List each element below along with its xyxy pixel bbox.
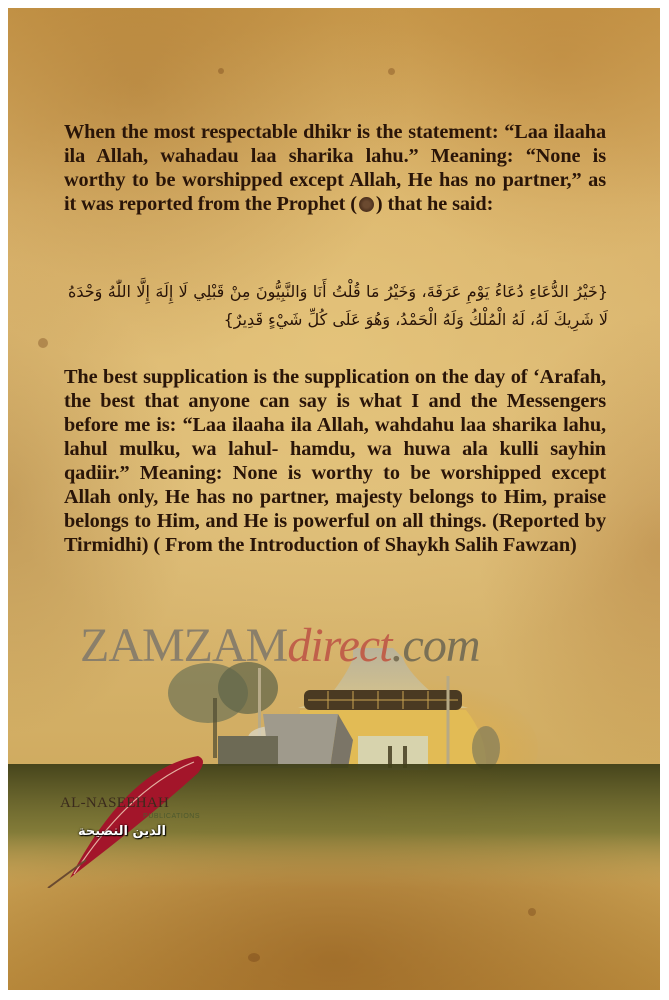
arabic-hadith-text: {خَيْرُ الدُّعَاءِ دُعَاءُ يَوْمِ عَرَفَةَ، وَخَيْرُ مَا قُلْتُ أَنَا وَالنَّبِيُّونَ مِنْ قَبْلِي لَا إِلَهَ إِلَّا اللّٰهُ وَحْدَهُ لَا شَرِيكَ لَهُ، لَهُ الْمُلْكُ وَلَهُ الْحَمْدُ، وَهُوَ عَلَى كُلِّ شَيْءٍ قَدِيرٌ} <box>68 282 608 329</box>
watermark-part-2: direct <box>287 619 392 672</box>
publisher-subtitle: PUBLICATIONS <box>143 813 200 820</box>
stain-spot <box>218 68 224 74</box>
stain-spot <box>388 68 395 75</box>
stain-spot <box>248 953 260 962</box>
translation-paragraph: The best supplication is the supplication on the day of ‘Arafah, the best that anyone can say is what I and the Messengers before me is: “Laa ilaaha ila Allah, wahdahu laa sharika lahu, lahul mulku, wa lahul- hamdu, wa huwa ala kulli sayhin qadiir.” Meaning: None is worthy to be worshipped except Allah only, He has no partner, majesty belongs to Him, praise belongs to Him, and He is powerful on all things. (Reported by Tirmidhi) ( From the Introduction of Shaykh Salih Fawzan) <box>64 366 606 556</box>
publisher-name: AL-NASEEHAH <box>60 795 170 811</box>
intro-text-after-symbol: ) that he said: <box>375 193 494 215</box>
stain-spot <box>528 908 536 916</box>
intro-paragraph <box>64 120 606 216</box>
parchment-page <box>8 8 660 990</box>
publisher-logo <box>60 794 230 840</box>
mosque-scene-image <box>8 648 660 888</box>
watermark-part-3: .com <box>391 619 480 672</box>
watermark-part-1: ZAMZAM <box>80 619 288 672</box>
stain-spot <box>38 338 48 348</box>
salawat-symbol-icon <box>359 197 374 212</box>
intro-text-before-symbol: When the most respectable dhikr is the statement: “Laa ilaaha ila Allah, wahadau laa sharika lahu.” Meaning: “None is worthy to be worshipped except Allah, He has no partner,” as it was reported from the Prophet ( <box>64 121 606 215</box>
publisher-arabic-tagline: الدين النصيحة <box>78 824 166 839</box>
